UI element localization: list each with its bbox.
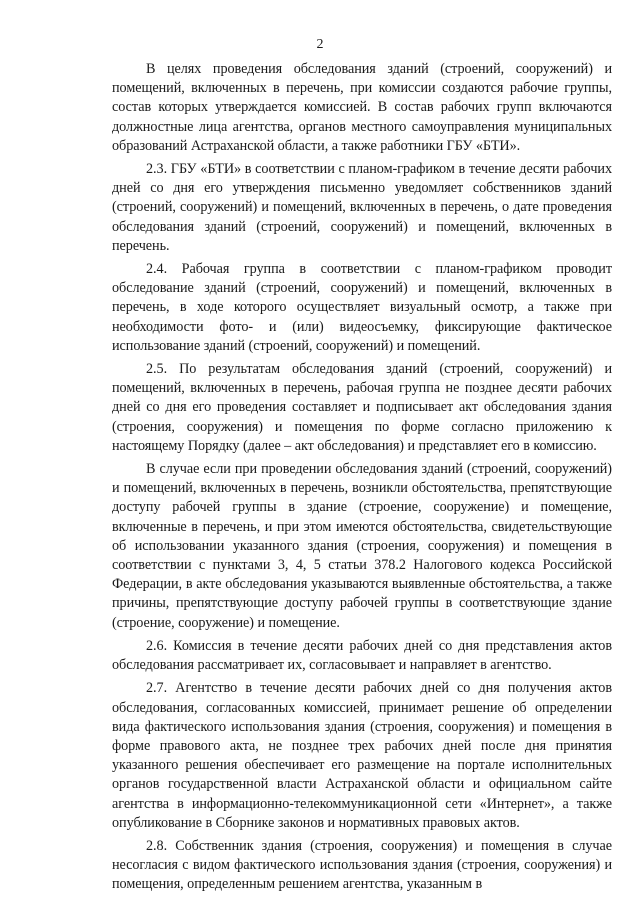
page-number: 2	[316, 37, 324, 52]
paragraph-2-4: 2.4. Рабочая группа в соответствии с планом-графиком проводит обследование зданий (строений, сооружений) и помещений, включенных в перечень, в ходе которого осуществляет визуальный осмотр, а также при необходимости фото- и (или) видеосъемку, фиксирующие фактическое использование зданий (строений, сооружений) и помещений.	[112, 261, 612, 354]
document-body	[112, 60, 612, 899]
paragraph-2-8: 2.8. Собственник здания (строения, сооружения) и помещения в случае несогласия с видом фактического использования здания (строения, сооружения) и помещения, определенным решением агентства, указанным в	[112, 837, 612, 893]
paragraph-obstacles: В случае если при проведении обследования зданий (строений, сооружений) и помещений, включенных в перечень, возникли обстоятельства, препятствующие доступу рабочей группы в здание (строение, сооружение) и помещение, включенные в перечень, и при этом имеются обстоятельства, свидетельствующие об использовании указанного здания (строения, сооружения) и помещения в соответствии с пунктами 3, 4, 5 статьи 378.2 Налогового кодекса Российской Федерации, в акте обследования указываются выявленные обстоятельства, а также причины, препятствующие доступу рабочей группы в соответствующие здание (строение, сооружение) и помещение.	[112, 461, 612, 631]
paragraph-2-3: 2.3. ГБУ «БТИ» в соответствии с планом-графиком в течение десяти рабочих дней со дня его утверждения письменно уведомляет собственников зданий (строений, сооружений) и помещений, включенных в перечень, о дате проведения обследования зданий (строений, сооружений) и помещений, включенных в перечень.	[112, 161, 612, 254]
paragraph-2-6: 2.6. Комиссия в течение десяти рабочих дней со дня представления актов обследования рассматривает их, согласовывает и направляет в агентство.	[112, 637, 612, 674]
paragraph-2-7: 2.7. Агентство в течение десяти рабочих дней со дня получения актов обследования, согласованных комиссией, принимает решение об определении вида фактического использования здания (строения, сооружения) и помещения в форме правового акта, не позднее трех рабочих дней после дня принятия указанного решения обеспечивает его размещение на портале исполнительных органов государственной власти Астраханской области и официальном сайте агентства в информационно-телекоммуникационной сети «Интернет», а также опубликование в Сборнике законов и нормативных правовых актов.	[112, 680, 612, 831]
paragraph-2-5: 2.5. По результатам обследования зданий (строений, сооружений) и помещений, включенных в перечень, рабочая группа не позднее десяти рабочих дней со дня его проведения составляет и подписывает акт обследования здания (строения, сооружения) и помещения по форме согласно приложению к настоящему Порядку (далее – акт обследования) и представляет его в комиссию.	[112, 361, 612, 454]
paragraph-working-groups: В целях проведения обследования зданий (строений, сооружений) и помещений, включенных в перечень, при комиссии создаются рабочие группы, состав которых утверждается комиссией. В состав рабочих групп включаются должностные лица агентства, органов местного самоуправления муниципальных образований Астраханской области, а также работники ГБУ «БТИ».	[112, 61, 612, 154]
